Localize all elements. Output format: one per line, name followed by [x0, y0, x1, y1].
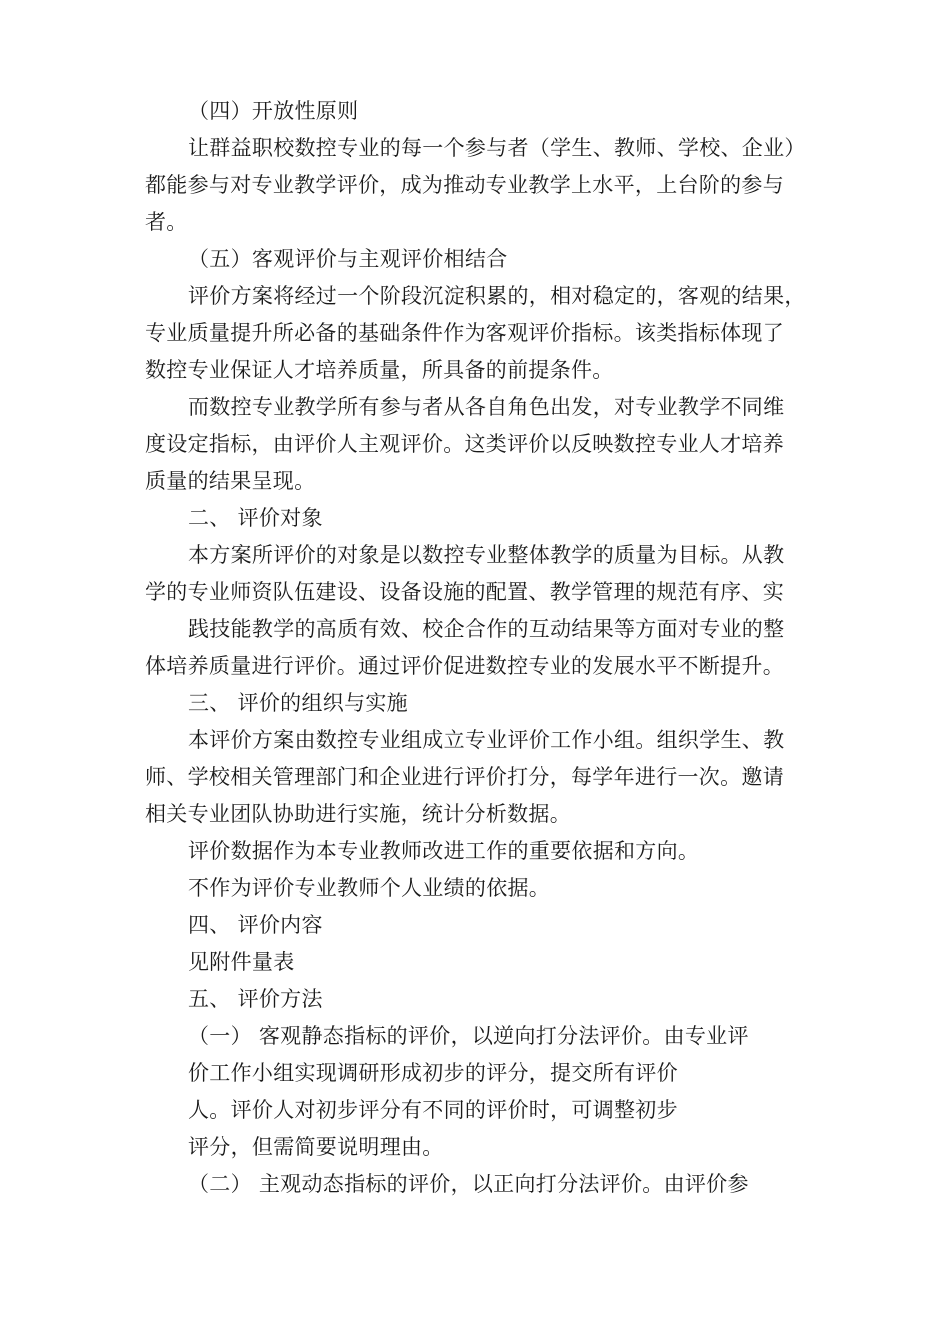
paragraph-line: 者。: [145, 210, 188, 234]
paragraph-line: 评价数据作为本专业教师改进工作的重要依据和方向。: [188, 839, 700, 863]
heading-evaluation-method: 五、 评价方法: [188, 987, 323, 1011]
heading-evaluation-content: 四、 评价内容: [188, 913, 323, 937]
paragraph-line: 本方案所评价的对象是以数控专业整体教学的质量为目标。从教: [188, 543, 785, 567]
paragraph-line: 质量的结果呈现。: [145, 469, 316, 493]
paragraph-line: 体培养质量进行评价。通过评价促进数控专业的发展水平不断提升。: [145, 654, 784, 678]
heading-evaluation-object: 二、 评价对象: [188, 506, 323, 530]
paragraph-line: 本评价方案由数控专业组成立专业评价工作小组。组织学生、教: [188, 728, 785, 752]
paragraph-line: 人。评价人对初步评分有不同的评价时，可调整初步: [188, 1098, 678, 1122]
paragraph-line: 都能参与对专业教学评价，成为推动专业教学上水平，上台阶的参与: [145, 173, 784, 197]
paragraph-line: 数控专业保证人才培养质量，所具备的前提条件。: [145, 358, 614, 382]
paragraph-line: 让群益职校数控专业的每一个参与者（学生、教师、学校、企业）: [188, 136, 806, 160]
heading-objective-subjective: （五）客观评价与主观评价相结合: [188, 247, 508, 271]
paragraph-line: 学的专业师资队伍建设、设备设施的配置、教学管理的规范有序、实: [145, 580, 784, 604]
paragraph-line: 专业质量提升所必备的基础条件作为客观评价指标。该类指标体现了: [145, 321, 784, 345]
paragraph-line: 相关专业团队协助进行实施，统计分析数据。: [145, 802, 571, 826]
paragraph-line: （二） 主观动态指标的评价，以正向打分法评价。由评价参: [188, 1172, 749, 1196]
paragraph-line: 师、学校相关管理部门和企业进行评价打分，每学年进行一次。邀请: [145, 765, 784, 789]
paragraph-line: 而数控专业教学所有参与者从各自角色出发，对专业教学不同维: [188, 395, 785, 419]
heading-open-principle: （四）开放性原则: [188, 99, 359, 123]
paragraph-line: 价工作小组实现调研形成初步的评分，提交所有评价: [188, 1061, 678, 1085]
paragraph-line: 度设定指标，由评价人主观评价。这类评价以反映数控专业人才培养: [145, 432, 784, 456]
paragraph-line: 不作为评价专业教师个人业绩的依据。: [188, 876, 551, 900]
heading-organization: 三、 评价的组织与实施: [188, 691, 408, 715]
paragraph-line: 见附件量表: [188, 950, 295, 974]
paragraph-line: 评分，但需简要说明理由。: [188, 1135, 444, 1159]
paragraph-line: 践技能教学的高质有效、校企合作的互动结果等方面对专业的整: [188, 617, 785, 641]
paragraph-line: （一） 客观静态指标的评价，以逆向打分法评价。由专业评: [188, 1024, 749, 1048]
paragraph-line: 评价方案将经过一个阶段沉淀积累的，相对稳定的，客观的结果，: [188, 284, 806, 308]
